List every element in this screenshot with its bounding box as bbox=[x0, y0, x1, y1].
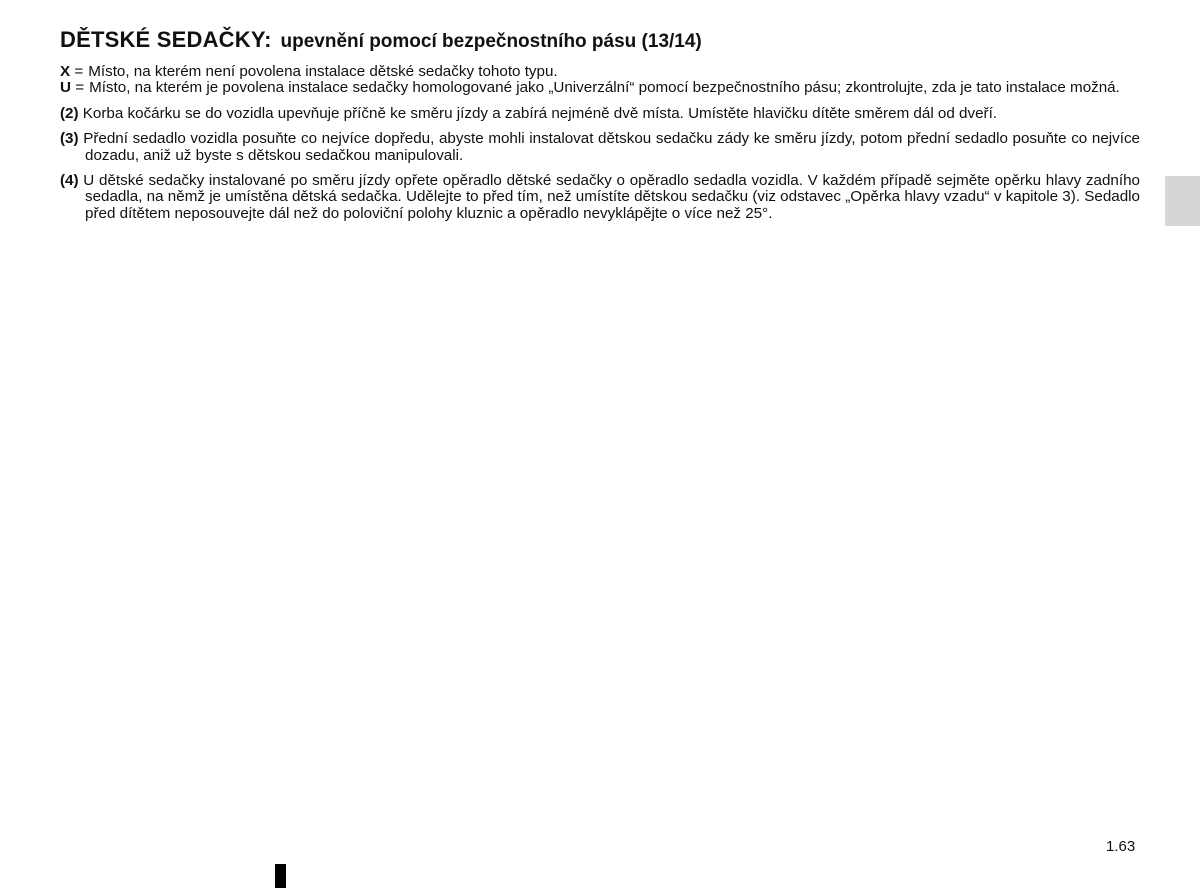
note-number: (4) bbox=[60, 172, 79, 190]
title-main: DĚTSKÉ SEDAČKY: bbox=[60, 27, 272, 52]
page-title bbox=[60, 18, 702, 55]
note-text: Přední sedadlo vozidla posuňte co nejvíce dopředu, abyste mohli instalovat dětskou sedačku zády ke směru jízdy, potom přední sedadlo posuňte co nejvíce dozadu, aniž už byste s dětskou sedačkou manipulovali. bbox=[83, 130, 1140, 164]
note-text: Korba kočárku se do vozidla upevňuje příčně ke směru jízdy a zabírá nejméně dvě místa. Umístěte hlavičku dítěte směrem dál od dveří. bbox=[82, 104, 998, 122]
print-crop-mark bbox=[275, 864, 286, 888]
note-number: (3) bbox=[60, 130, 79, 148]
legend-equals: = bbox=[70, 79, 85, 97]
page-number: 1.63 bbox=[1106, 838, 1136, 855]
legend-item-x bbox=[60, 64, 1140, 80]
legend-equals: = bbox=[70, 63, 84, 80]
title-subtitle: upevnění pomocí bezpečnostního pásu (13/14) bbox=[280, 31, 702, 52]
legend-item-u bbox=[60, 80, 1140, 96]
note-number: (2) bbox=[60, 104, 79, 122]
chapter-tab-marker bbox=[1165, 176, 1200, 226]
legend-text: Místo, na kterém není povolena instalace dětské sedačky tohoto typu. bbox=[88, 63, 558, 80]
legend bbox=[60, 64, 1140, 97]
legend-key: U bbox=[60, 79, 71, 97]
legend-text: Místo, na kterém je povolena instalace sedačky homologované jako „Univerzální“ pomocí bezpečnostního pásu; zkontrolujte, zda je tato instalace možná. bbox=[89, 79, 1120, 97]
note-text: U dětské sedačky instalované po směru jízdy opřete opěradlo dětské sedačky o opěradlo sedadla vozidla. V každém případě sejměte opěrku hlavy zadního sedadla, na němž je umístěna dětská sedačka. Udělejte to před tím, než umístíte dětskou sedačku (viz odstavec „Opěrka hlavy vzadu“ v kapitole 3). Sedadlo před dítětem neposouvejte dál než do poloviční polohy kluznic a opěradlo nevyklápějte o více než 25°. bbox=[83, 172, 1140, 222]
document-body bbox=[60, 64, 1140, 222]
note-4 bbox=[60, 173, 1140, 222]
legend-key: X bbox=[60, 63, 71, 80]
note-3 bbox=[60, 131, 1140, 164]
note-2 bbox=[60, 106, 1140, 122]
